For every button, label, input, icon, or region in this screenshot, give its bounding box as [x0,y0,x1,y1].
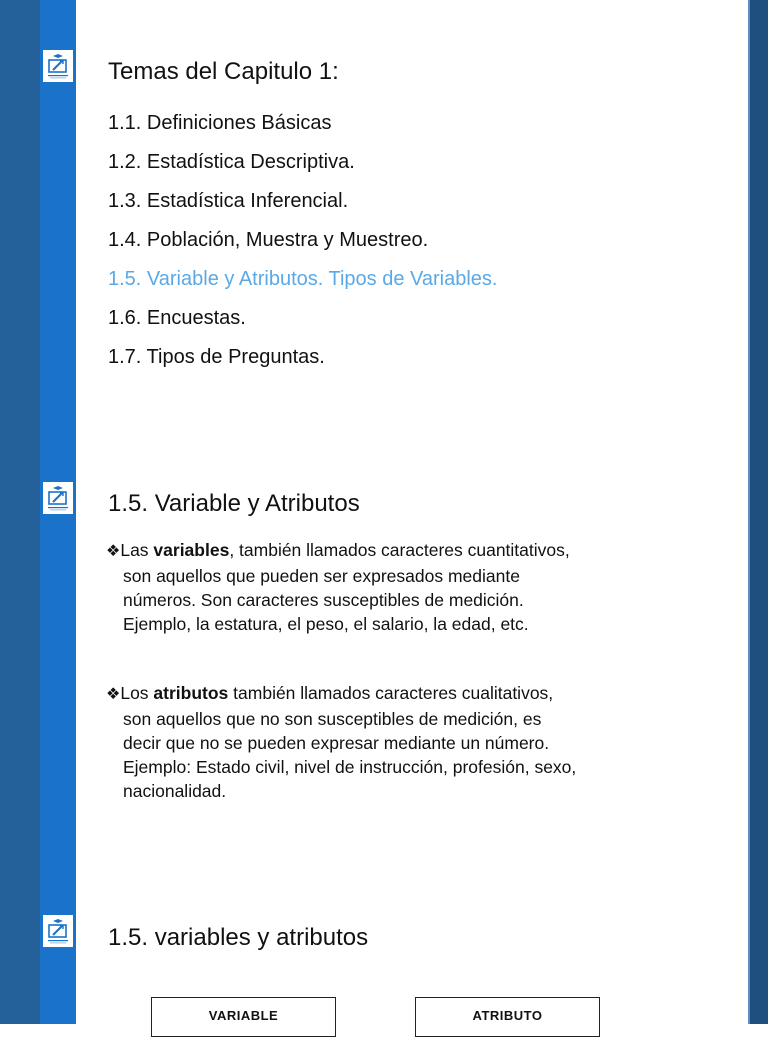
term-atributos: atributos [153,683,229,703]
slide2-title: 1.5. Variable y Atributos [108,490,360,517]
topic-item: 1.3. Estadística Inferencial. [108,190,349,212]
topic-item: 1.1. Definiciones Básicas [108,112,332,134]
atributo-column-header: ATRIBUTO [415,997,600,1037]
topic-item-current: 1.5. Variable y Atributos. Tipos de Variables. [108,268,498,290]
diamond-bullet-icon: ❖ [106,686,121,703]
topic-item: 1.4. Población, Muestra y Muestreo. [108,229,429,251]
topic-item: 1.7. Tipos de Preguntas. [108,346,325,368]
topic-item: 1.6. Encuestas. [108,307,246,329]
term-variables: variables [153,540,230,560]
slide1-title: Temas del Capitulo 1: [108,58,339,85]
university-seal-icon [43,50,73,82]
topic-item: 1.2. Estadística Descriptiva. [108,151,355,173]
left-frame-outer [0,0,40,1024]
right-frame-edge [748,0,750,1024]
variable-column-header: VARIABLE [151,997,336,1037]
chapter-topics-list [108,104,497,377]
university-seal-icon [43,915,73,947]
slide3-title: 1.5. variables y atributos [108,924,369,951]
atributos-definition: ❖Los atributos también llamados caracteres cualitativos, son aquellos que no son susceptibles de medición, es decir que no se pueden expresar mediante un número. Ejemplo: Estado civil, nivel de instrucción, profesión, sexo, nacionalidad. [106,683,577,801]
variables-definition: ❖Las variables, también llamados caracteres cuantitativos, son aquellos que pueden ser expresados mediante números. Son caracteres susceptibles de medición. Ejemplo, la estatura, el peso, el salario, la edad, etc. [106,540,570,634]
right-frame [748,0,768,1024]
diamond-bullet-icon: ❖ [106,543,121,560]
university-seal-icon [43,482,73,514]
